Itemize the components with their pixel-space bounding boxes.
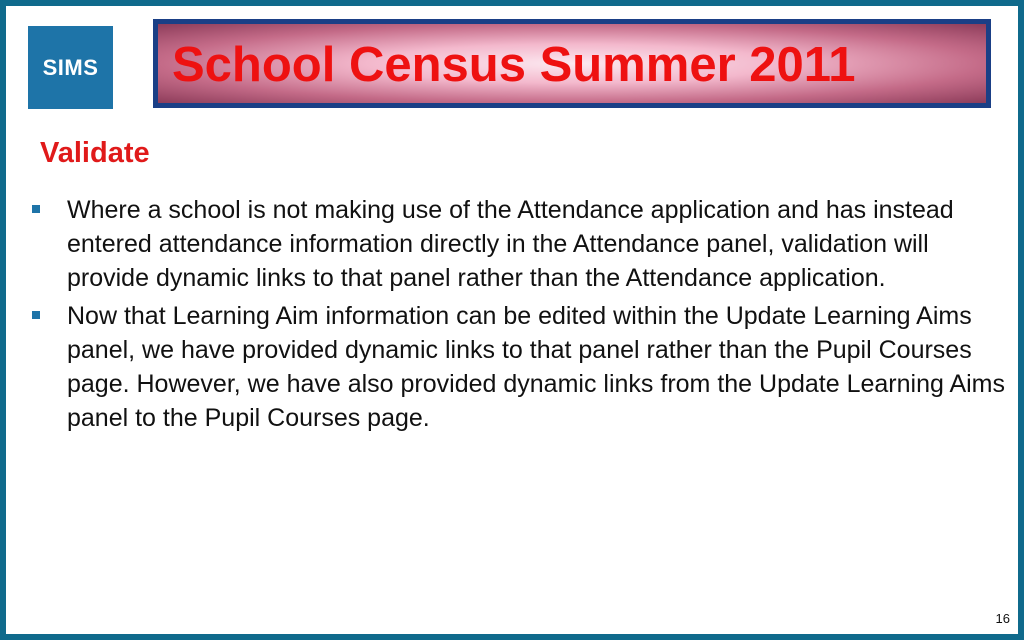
square-bullet-icon xyxy=(32,311,40,319)
bullet-item xyxy=(30,193,1005,295)
logo-text: SIMS xyxy=(42,54,99,80)
page-number: 16 xyxy=(995,611,1010,626)
bullet-list xyxy=(30,193,1005,439)
square-bullet-icon xyxy=(32,205,40,213)
bullet-text: Now that Learning Aim information can be edited within the Update Learning Aims panel, we have provided dynamic links to that panel rather than the Pupil Courses page. However, we have also provided dynamic links from the Update Learning Aims panel to the Pupil Courses page. xyxy=(67,302,1006,432)
bullet-item xyxy=(30,299,1005,435)
section-heading: Validate xyxy=(40,137,150,169)
slide-title: School Census Summer 2011 xyxy=(172,38,856,92)
bullet-text: Where a school is not making use of the Attendance application and has instead entered attendance information directly in the Attendance panel, validation will provide dynamic links to that panel rather than the Attendance application. xyxy=(67,196,954,292)
sims-logo xyxy=(28,26,113,109)
